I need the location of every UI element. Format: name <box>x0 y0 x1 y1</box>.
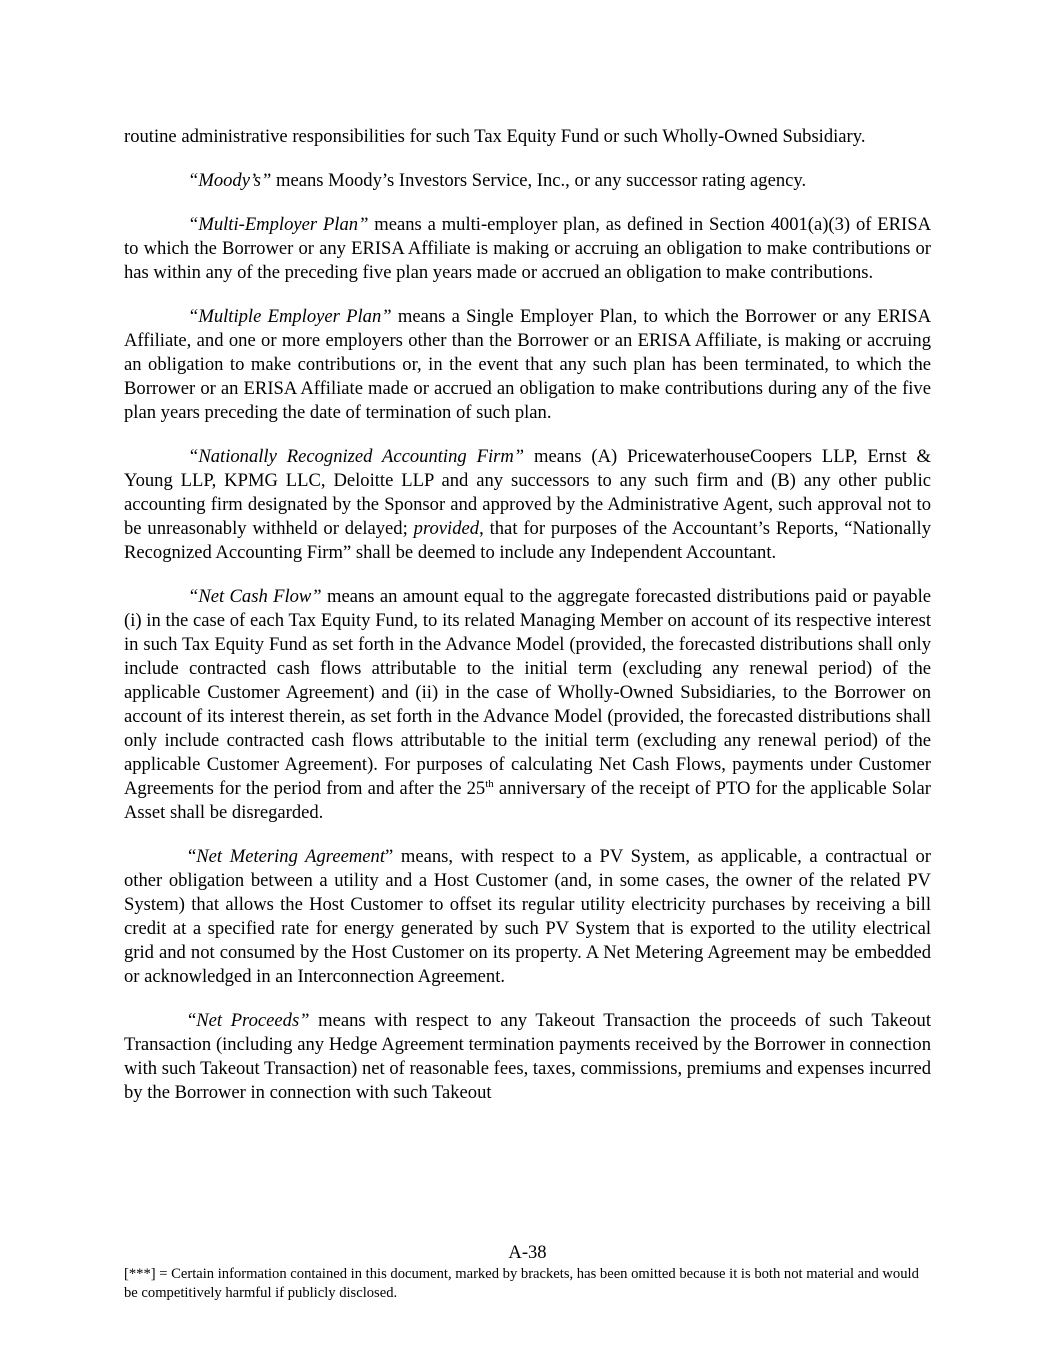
defined-term: Net Metering Agreement <box>196 846 385 867</box>
document-body <box>124 125 931 1125</box>
defined-term: Net Proceeds” <box>196 1010 310 1031</box>
defined-term: “Net Cash Flow” <box>188 586 322 607</box>
definition-net-cash-flow: “Net Cash Flow” means an amount equal to the aggregate forecasted distributions paid or payable (i) in the case of each Tax Equity Fund, to its related Managing Member on account of its respective interest in such Tax Equity Fund as set forth in the Advance Model (provided, the forecasted distributions shall only include contracted cash flows attributable to the initial term (excluding any renewal period) of the applicable Customer Agreement) and (ii) in the case of Wholly-Owned Subsidiaries, to the Borrower on account of its interest therein, as set forth in the Advance Model (provided, the forecasted distributions shall only include contracted cash flows attributable to the initial term (excluding any renewal period) of the applicable Customer Agreement). For purposes of calculating Net Cash Flows, payments under Customer Agreements for the period from and after the 25th anniversary of the receipt of PTO for the applicable Solar Asset shall be disregarded. <box>124 586 931 823</box>
definition-multiple-employer-plan: “Multiple Employer Plan” means a Single Employer Plan, to which the Borrower or any ERISA Affiliate, and one or more employers other than the Borrower or an ERISA Affiliate, is making or accruing an obligation to make contributions or, in the event that any such plan has been terminated, to which the Borrower or an ERISA Affiliate made or accrued an obligation to make contributions during any of the five plan years preceding the date of termination of such plan. <box>124 306 931 423</box>
page-number: A-38 <box>508 1242 547 1263</box>
definition-multi-employer-plan: “Multi-Employer Plan” means a multi-employer plan, as defined in Section 4001(a)(3) of ERISA to which the Borrower or any ERISA Affiliate is making or accruing an obligation to make contributions or has within any of the preceding five plan years made or accrued an obligation to make contributions. <box>124 214 932 283</box>
definition-net-proceeds: “Net Proceeds” means with respect to any Takeout Transaction the proceeds of such Takeout Transaction (including any Hedge Agreement termination payments received by the Borrower in connection with such Takeout Transaction) net of reasonable fees, taxes, commissions, premiums and expenses incurred by the Borrower in connection with such Takeout <box>124 1010 931 1103</box>
paragraph-continuation: routine administrative responsibilities for such Tax Equity Fund or such Wholly-Owned Subsidiary. <box>124 126 866 147</box>
defined-term: “Multiple Employer Plan” <box>188 306 392 327</box>
defined-term: “Nationally Recognized Accounting Firm” <box>188 446 525 467</box>
definition-nationally-recognized-accounting-firm: “Nationally Recognized Accounting Firm” means (A) PricewaterhouseCoopers LLP, Ernst & Young LLP, KPMG LLC, Deloitte LLP and any successors to any such firm and (B) any other public accounting firm designated by the Sponsor and approved by the Administrative Agent, such approval not to be unreasonably withheld or delayed; provided, that for purposes of the Accountant’s Reports, “Nationally Recognized Accounting Firm” shall be deemed to include any Independent Accountant. <box>124 446 932 563</box>
defined-term: “Moody’s” <box>188 170 272 191</box>
definition-net-metering-agreement: “Net Metering Agreement” means, with respect to a PV System, as applicable, a contractual or other obligation between a utility and a Host Customer (and, in some cases, the owner of the related PV System) that allows the Host Customer to offset its regular utility electricity purchases by receiving a bill credit at a specified rate for energy generated by such PV System that is exported to the utility electrical grid and not consumed by the Host Customer on its property. A Net Metering Agreement may be embedded or acknowledged in an Interconnection Agreement. <box>124 846 931 987</box>
definition-moodys: “Moody’s” means Moody’s Investors Service, Inc., or any successor rating agency. <box>188 170 807 191</box>
confidentiality-footnote: [***] = Certain information contained in this document, marked by brackets, has been omitted because it is both not material and would be competitively harmful if publicly disclosed. <box>124 1266 919 1301</box>
defined-term: “Multi-Employer Plan” <box>188 214 369 235</box>
